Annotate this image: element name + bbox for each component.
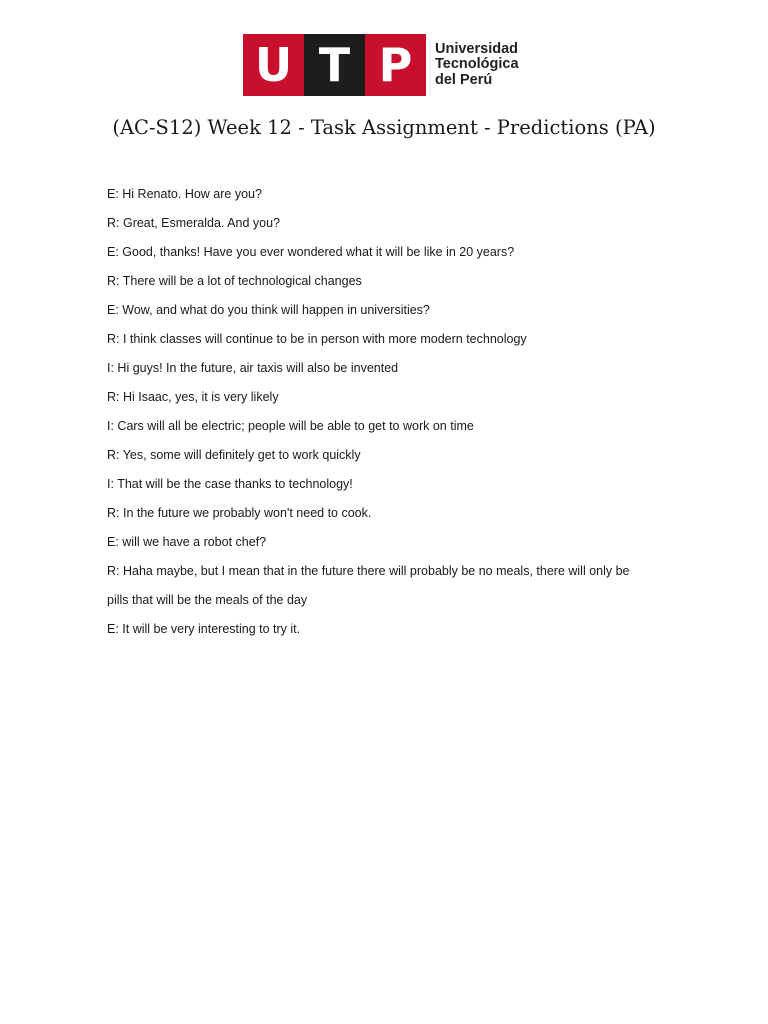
utp-logo [243, 34, 519, 96]
dialogue-line: pills that will be the meals of the day [107, 593, 308, 607]
dialogue-list [107, 184, 667, 648]
logo-letter-t: T [304, 34, 365, 96]
logo-university-name [435, 42, 519, 89]
dialogue-line: E: Wow, and what do you think will happen in universities? [107, 303, 430, 317]
dialogue-line: E: Hi Renato. How are you? [107, 187, 262, 201]
dialogue-line: R: I think classes will continue to be in person with more modern technology [107, 332, 527, 346]
logo-text-line: Universidad [435, 40, 518, 57]
dialogue-line: I: Cars will all be electric; people will be able to get to work on time [107, 419, 474, 433]
dialogue-line: R: Haha maybe, but I mean that in the future there will probably be no meals, there will only be [107, 564, 630, 578]
dialogue-line: R: Great, Esmeralda. And you? [107, 216, 281, 230]
logo-text-line: Tecnológica [435, 56, 519, 73]
dialogue-line: R: There will be a lot of technological changes [107, 274, 362, 288]
logo-text-line: del Perú [435, 71, 493, 88]
dialogue-line: R: In the future we probably won't need to cook. [107, 506, 372, 520]
dialogue-line: E: Good, thanks! Have you ever wondered what it will be like in 20 years? [107, 245, 515, 259]
dialogue-line: I: That will be the case thanks to technology! [107, 477, 353, 491]
dialogue-line: R: Yes, some will definitely get to work quickly [107, 448, 361, 462]
logo-letter-u: U [243, 34, 304, 96]
dialogue-line: E: It will be very interesting to try it. [107, 622, 301, 636]
dialogue-line: I: Hi guys! In the future, air taxis will also be invented [107, 361, 399, 375]
logo-letter-p: P [365, 34, 426, 96]
dialogue-line: E: will we have a robot chef? [107, 535, 267, 549]
document-title: (AC-S12) Week 12 - Task Assignment - Predictions (PA) [112, 116, 656, 139]
logo-blocks [243, 34, 426, 96]
dialogue-line: R: Hi Isaac, yes, it is very likely [107, 390, 279, 404]
